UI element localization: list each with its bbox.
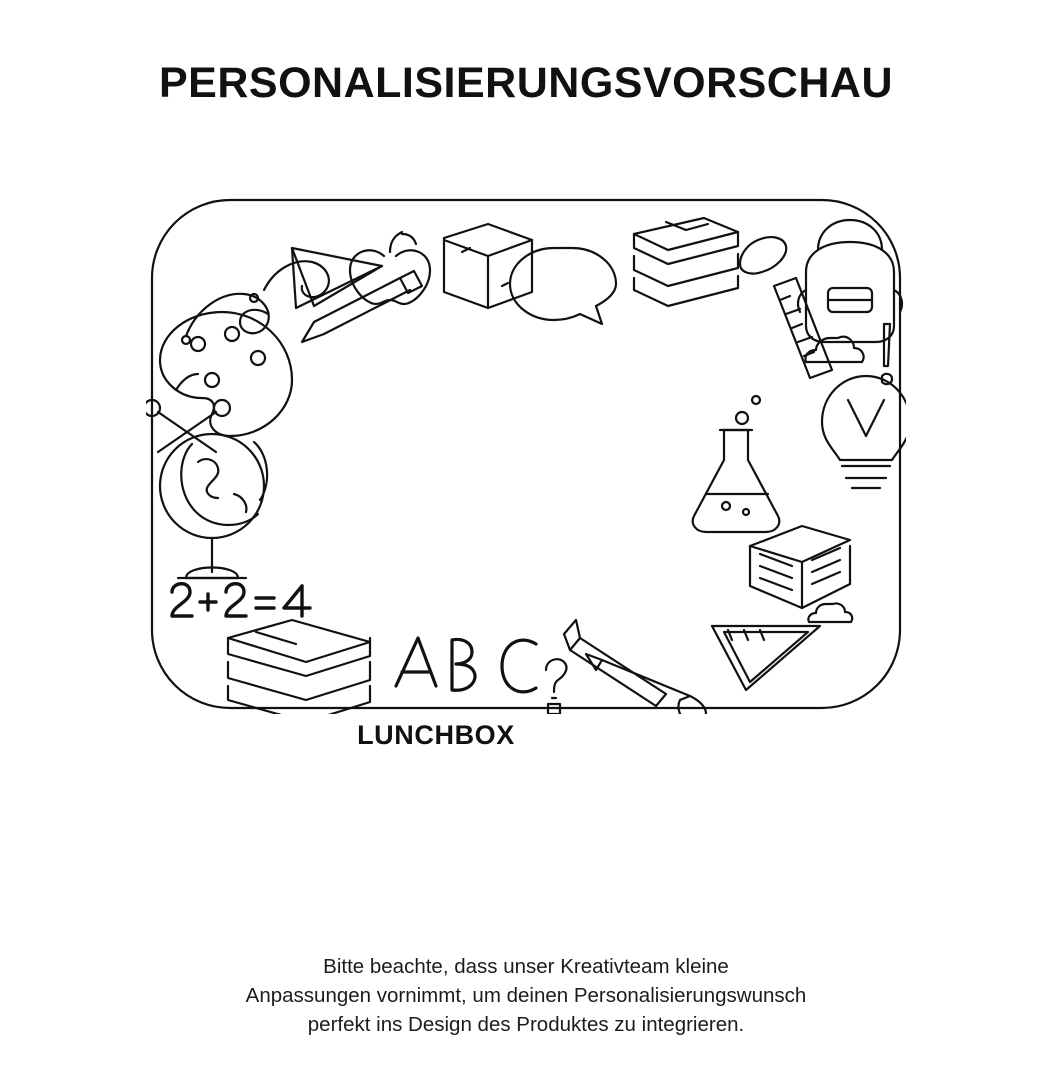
disclaimer-line-3: perfekt ins Design des Produktes zu integrieren. (307, 1013, 745, 1036)
pencil-long-icon (564, 620, 666, 706)
product-label: LUNCHBOX (357, 719, 515, 750)
disclaimer-line-1: Bitte beachte, dass unser Kreativteam kleine (323, 955, 729, 978)
preview-area (0, 194, 1052, 751)
paintbrush-icon (586, 654, 706, 714)
math-equation-doodle (172, 584, 310, 616)
stacked-books-icon (634, 218, 738, 306)
product-mockup (146, 194, 906, 714)
exclamation-mark-icon (882, 324, 892, 384)
question-mark-icon (546, 659, 566, 714)
book-stack-icon (228, 620, 370, 714)
lunchbox-artwork-svg (146, 194, 906, 714)
paint-palette-icon (160, 312, 292, 436)
globe-icon (160, 434, 267, 578)
pencil-icon (302, 271, 422, 342)
speech-bubble-icon (510, 248, 616, 324)
set-square-icon (712, 626, 820, 690)
eye-icon (740, 237, 786, 273)
cloud-small-icon (808, 603, 852, 622)
open-book-icon (750, 526, 850, 608)
abc-letters-doodle (396, 638, 536, 692)
page-title: PERSONALISIERUNGSVORSCHAU (158, 59, 894, 107)
flask-icon (693, 396, 780, 532)
lightbulb-icon (822, 376, 906, 488)
paper-plane-icon (292, 248, 382, 308)
cube-icon (444, 224, 532, 308)
disclaimer-text (0, 952, 1052, 1039)
disclaimer-line-2: Anpassungen vornimmt, um deinen Personalisierungswunsch (245, 984, 807, 1007)
apple-icon (350, 232, 430, 304)
